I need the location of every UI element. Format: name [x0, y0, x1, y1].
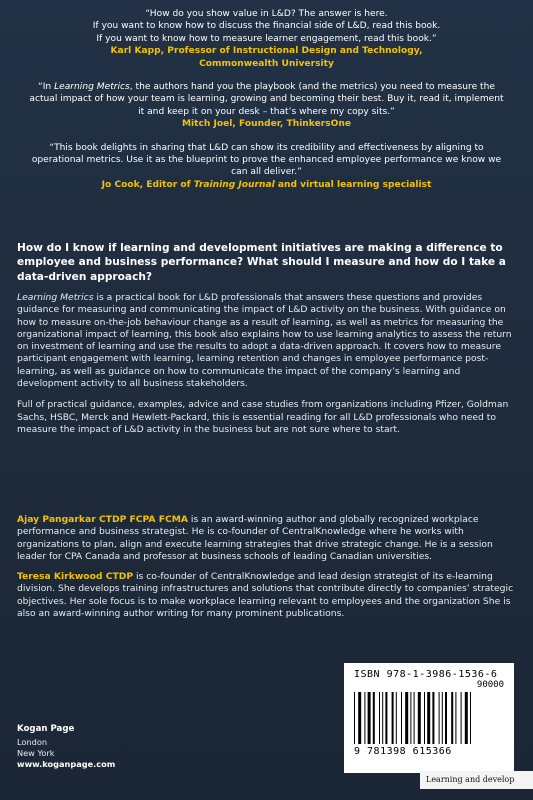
quote-attribution: Karl Kapp, Professor of Instructional Design and Technology, [110, 46, 423, 57]
author-bio [17, 514, 517, 563]
isbn-label: ISBN 978-1-3986-1536-6 [354, 669, 498, 680]
quote-line: “How do you show value in L&D? The answer is here. [145, 9, 388, 19]
barcode-bar [461, 692, 462, 744]
price-code: 90000 [476, 680, 504, 690]
quote-body: , the authors hand you the playbook (and the metrics) you need to measure the actual impact of how your team is learning, growing and becoming their best. Buy it, read it, implement it and keep it on your desk – that’s where my copy sits.” [29, 82, 504, 117]
quote-text [28, 81, 505, 118]
barcode-bars [354, 692, 504, 744]
headline: How do I know if learning and development initiatives are making a difference to employee and business performance? What should I measure and how do I take a data-driven approach? [17, 242, 506, 283]
description-paragraph [17, 292, 517, 390]
barcode [344, 663, 514, 773]
quote-attribution: Mitch Joel, Founder, ThinkersOne [181, 119, 352, 130]
description [17, 292, 517, 445]
barcode-bar [368, 692, 371, 744]
barcode-bar [427, 692, 430, 744]
author-bio [17, 571, 517, 620]
barcode-bar [354, 692, 355, 744]
barcode-bar [379, 692, 380, 744]
barcode-bar [439, 692, 440, 744]
book-title: Learning Metrics [54, 82, 130, 93]
author-name: Ajay Pangarkar CTDP FCPA FCMA [17, 514, 188, 525]
barcode-bar [396, 692, 397, 744]
barcode-bar [424, 692, 425, 744]
barcode-bar [405, 692, 408, 744]
description-body: is a practical book for L&D professionals that answers these questions and provides guidance for measuring and communicating the impact of L&D activity on the business. With guidance on how to measure on-the-job behaviour change as a result of learning, as well as metrics for measuring the organizational impact of learning, this book also explains how to use learning analytics to assess the return on investment of learning and use the results to adopt a data-driven approach. It covers how to measure participant engagement with learning, learning retention and changes in employee performance post-learning, as well as guidance on how to communicate the impact of the company’s learning and development activity to all business stakeholders. [17, 292, 512, 390]
author-bio-text: is co-founder of CentralKnowledge and lead design strategist of its e-learning division. She develops training infrastructures and solutions that contribute directly to companies’ strategic objectives. Her sole focus is to make workplace learning relevant to employees and the organization She is also an award-winning author writing for many prominent publications. [17, 571, 514, 620]
publisher-city: New York [17, 748, 55, 758]
journal-title: Training Journal [193, 179, 275, 190]
publisher-url: www.koganpage.com [17, 759, 116, 769]
ean-number: 9 781398 615366 [354, 746, 452, 757]
barcode-bar [392, 692, 394, 744]
book-title: Learning Metrics [17, 292, 94, 303]
barcode-bar [451, 692, 453, 744]
quote-attribution: Commonwealth University [199, 58, 334, 69]
quote-text: “This book delights in sharing that L&D can show its credibility and effectiveness by aligning to operational metrics. Use it as the blueprint to prove the enhanced employee performance we know we can all deliver.” [31, 142, 502, 178]
description-paragraph: Full of practical guidance, examples, advice and case studies from organizations including Pfizer, Goldman Sachs, HSBC, Merck and Hewlett-Packard, this is essential reading for all L&D professionals who need to measure the impact of L&D activity in the business but are not sure where to start. [17, 399, 509, 435]
attribution-prefix: Jo Cook, Editor of [101, 179, 194, 190]
endorsements [28, 8, 505, 202]
barcode-bar [442, 692, 443, 744]
endorsement-joel [28, 81, 505, 131]
publisher-city: London [17, 737, 48, 747]
author-bio-text: is an award-winning author and globally recognized workplace performance and business strategist. He is co-founder of CentralKnowledge where he works with organizations to plan, align and execute learning strategies that drive strategic change. He is a session leader for CPA Canada and professor at business schools of leading Canadian universities. [17, 514, 493, 562]
barcode-bar [401, 692, 402, 744]
barcode-bar [455, 692, 456, 744]
barcode-bar [364, 692, 365, 744]
quote-prefix: “In [38, 82, 55, 93]
publisher-name: Kogan Page [17, 724, 75, 734]
author-name: Teresa Kirkwood CTDP [17, 571, 134, 583]
barcode-bar [410, 692, 411, 744]
barcode-bar [414, 692, 415, 744]
barcode-bar [385, 692, 387, 744]
barcode-bar [470, 692, 471, 744]
barcode-bar [432, 692, 434, 744]
endorsement-kapp [28, 8, 505, 70]
barcode-bar [358, 692, 361, 744]
author-bios [17, 514, 517, 628]
barcode-bar [445, 692, 447, 744]
quote-line: If you want to know how to measure learner engagement, read this book.” [96, 33, 437, 44]
barcode-bar [373, 692, 375, 744]
attribution-suffix: and virtual learning specialist [274, 179, 432, 190]
barcode-bar [382, 692, 383, 744]
barcode-bar [465, 692, 468, 744]
quote-attribution [28, 179, 505, 191]
publisher-block [17, 724, 177, 770]
category-label: Learning and develop [420, 771, 533, 789]
quote-line: If you want to know how to discuss the financial side of L&D, read this book. [92, 21, 441, 32]
endorsement-cook [28, 142, 505, 192]
barcode-bar [418, 692, 421, 744]
